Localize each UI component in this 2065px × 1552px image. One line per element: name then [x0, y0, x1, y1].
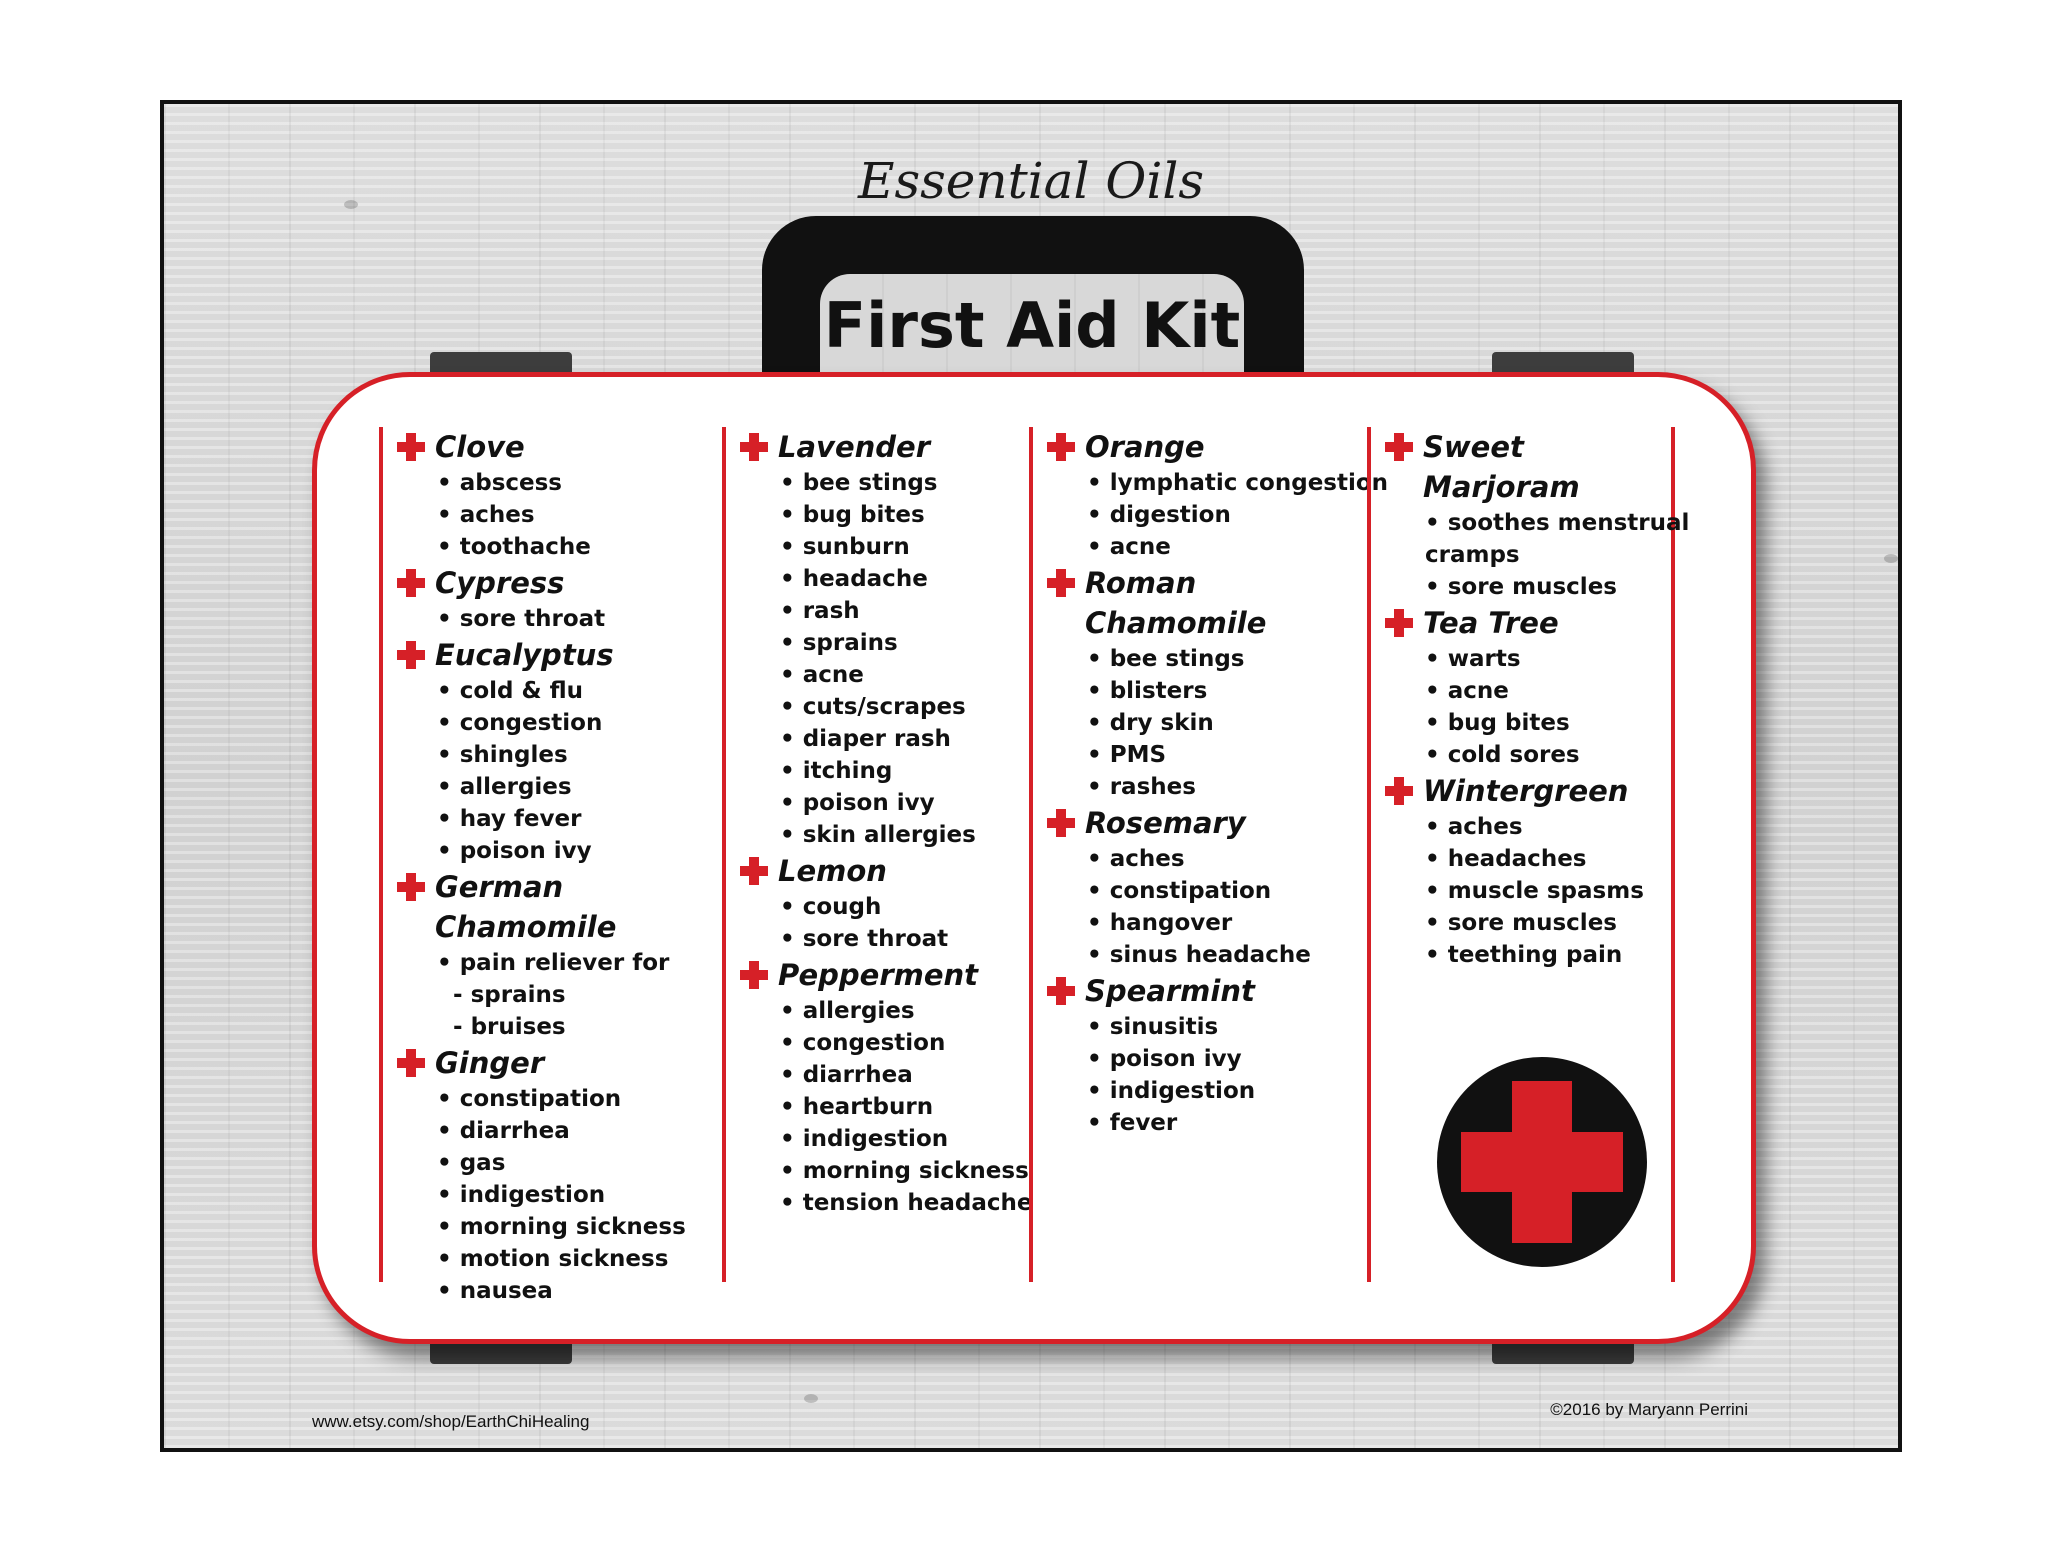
oil-name — [1047, 603, 1353, 643]
oil-entry — [1047, 427, 1389, 563]
oil-use: • aches — [1087, 846, 1185, 872]
shop-url: www.etsy.com/shop/EarthChiHealing — [312, 1412, 590, 1431]
oil-use: • motion sickness — [437, 1246, 669, 1272]
oil-entry — [1047, 563, 1353, 803]
oil-use: • bee stings — [1087, 646, 1245, 672]
oil-name — [740, 851, 1016, 891]
oil-name-text: Spearmint — [1085, 974, 1255, 1008]
oil-use: • sinusitis — [1087, 1014, 1219, 1040]
oil-use: • constipation — [437, 1086, 622, 1112]
oil-use: • sore throat — [437, 606, 606, 632]
oil-use: • pain reliever for — [437, 950, 670, 976]
oil-use: • allergies — [437, 774, 572, 800]
oil-entry — [1385, 771, 1671, 971]
subtitle: Essential Oils — [857, 152, 1205, 210]
oil-use: • congestion — [780, 1030, 946, 1056]
oil-name-text: Roman — [1085, 566, 1197, 600]
oil-use: • sore throat — [780, 926, 949, 952]
oil-name-text: German — [435, 870, 564, 904]
oil-name-text: Tea Tree — [1423, 606, 1559, 640]
oil-use: • digestion — [1087, 502, 1231, 528]
red-cross-icon — [397, 569, 425, 597]
oil-use: cramps — [1425, 542, 1520, 568]
poster-frame — [160, 100, 1902, 1452]
oil-name-text: Orange — [1085, 430, 1205, 464]
oil-use: • poison ivy — [1087, 1046, 1242, 1072]
oil-name — [397, 563, 703, 603]
oil-use: • sinus headache — [1087, 942, 1311, 968]
oil-use: • indigestion — [437, 1182, 606, 1208]
oil-name — [1047, 563, 1353, 603]
oil-name — [1047, 971, 1353, 1011]
oil-use: • warts — [1425, 646, 1521, 672]
oil-name-text: Clove — [435, 430, 525, 464]
oil-name-text: Sweet Marjoram — [1423, 430, 1580, 504]
oil-use: • poison ivy — [780, 790, 935, 816]
oil-use: • congestion — [437, 710, 603, 736]
oil-use: • lymphatic congestion — [1087, 470, 1389, 496]
oil-name-text: Chamomile — [1085, 606, 1267, 640]
oil-use: • soothes menstrual — [1425, 510, 1690, 536]
oil-use: • abscess — [437, 470, 562, 496]
oil-name-text: Chamomile — [435, 910, 617, 944]
oil-use: • sore muscles — [1425, 910, 1617, 936]
oil-name — [740, 427, 1016, 467]
oil-entry — [397, 867, 703, 1043]
oil-use: • aches — [437, 502, 535, 528]
oil-entry — [397, 1043, 703, 1307]
page-title: First Aid Kit — [823, 289, 1241, 362]
oil-name — [1385, 771, 1671, 811]
oil-use: • cold sores — [1425, 742, 1580, 768]
oil-use: • allergies — [780, 998, 915, 1024]
oil-use: • sprains — [780, 630, 898, 656]
oil-use: • rashes — [1087, 774, 1196, 800]
oil-entry — [1385, 427, 1690, 603]
oil-use: • bug bites — [1425, 710, 1570, 736]
oil-use: • fever — [1087, 1110, 1178, 1136]
oil-use: • dry skin — [1087, 710, 1214, 736]
oil-use: • diaper rash — [780, 726, 951, 752]
red-cross-icon — [397, 1049, 425, 1077]
oil-use: • sore muscles — [1425, 574, 1617, 600]
red-cross-icon — [1047, 809, 1075, 837]
oil-use: • muscle spasms — [1425, 878, 1644, 904]
red-cross-icon — [1047, 569, 1075, 597]
oil-use: • gas — [437, 1150, 506, 1176]
oil-name — [397, 867, 703, 907]
red-cross-icon — [1047, 977, 1075, 1005]
copyright: ©2016 by Maryann Perrini — [1550, 1400, 1748, 1419]
oil-use: • indigestion — [780, 1126, 949, 1152]
oil-entry — [1047, 803, 1353, 971]
oil-name-text: Wintergreen — [1423, 774, 1629, 808]
oil-use: • itching — [780, 758, 893, 784]
oil-use: - bruises — [437, 1014, 566, 1040]
oil-entry — [397, 563, 703, 635]
oil-use: • hangover — [1087, 910, 1233, 936]
oil-entry — [1047, 971, 1353, 1139]
oil-use: • bee stings — [780, 470, 938, 496]
oil-use: • indigestion — [1087, 1078, 1256, 1104]
oil-column-3 — [1029, 427, 1389, 1282]
oil-name-text: Eucalyptus — [435, 638, 614, 672]
oil-use: • diarrhea — [780, 1062, 913, 1088]
oil-use: • hay fever — [437, 806, 582, 832]
oil-column-1 — [379, 427, 703, 1304]
oil-name-text: Cypress — [435, 566, 565, 600]
oil-use: • rash — [780, 598, 860, 624]
oil-use: • diarrhea — [437, 1118, 570, 1144]
oil-name-text: Rosemary — [1085, 806, 1246, 840]
red-cross-icon — [740, 857, 768, 885]
red-cross-badge-icon — [1437, 1057, 1647, 1267]
oil-entry — [740, 851, 1016, 955]
oil-use: • shingles — [437, 742, 568, 768]
oil-use: • heartburn — [780, 1094, 934, 1120]
red-cross-icon — [740, 433, 768, 461]
oil-name-text: Lemon — [778, 854, 887, 888]
oil-use: • acne — [1087, 534, 1171, 560]
first-aid-case — [312, 372, 1756, 1344]
red-cross-icon — [1385, 777, 1413, 805]
oil-use: • bug bites — [780, 502, 925, 528]
oil-use: • morning sickness — [437, 1214, 686, 1240]
oil-entry — [740, 427, 1016, 851]
oil-name-text: Ginger — [435, 1046, 545, 1080]
wood-knot — [804, 1394, 818, 1403]
oil-use: • headaches — [1425, 846, 1587, 872]
oil-use: • tension headache — [780, 1190, 1033, 1216]
red-cross-icon — [1047, 433, 1075, 461]
red-cross-icon — [397, 641, 425, 669]
oil-use: • skin allergies — [780, 822, 976, 848]
oil-entry — [1385, 603, 1671, 771]
oil-use: • headache — [780, 566, 928, 592]
red-cross-icon — [397, 433, 425, 461]
red-cross-icon — [740, 961, 768, 989]
oil-entry — [397, 635, 703, 867]
oil-use: • sunburn — [780, 534, 910, 560]
oil-column-2 — [722, 427, 1033, 1282]
oil-use: • toothache — [437, 534, 591, 560]
oil-use: • blisters — [1087, 678, 1208, 704]
oil-name — [397, 635, 703, 675]
oil-use: • acne — [1425, 678, 1509, 704]
red-cross-icon — [1385, 433, 1413, 461]
oil-use: • morning sickness — [780, 1158, 1029, 1184]
oil-use: • cold & flu — [437, 678, 583, 704]
oil-name — [397, 907, 703, 947]
red-cross-icon — [397, 873, 425, 901]
oil-use: • teething pain — [1425, 942, 1623, 968]
red-cross-icon — [1385, 609, 1413, 637]
oil-name — [740, 955, 1016, 995]
oil-use: • PMS — [1087, 742, 1167, 768]
oil-use: • constipation — [1087, 878, 1272, 904]
oil-name-text: Pepperment — [778, 958, 979, 992]
oil-name — [1047, 803, 1353, 843]
oil-use: • cuts/scrapes — [780, 694, 966, 720]
oil-use: • cough — [780, 894, 882, 920]
oil-name-text: Lavender — [778, 430, 930, 464]
wood-knot — [1884, 554, 1898, 563]
oil-entry — [740, 955, 1033, 1219]
oil-name — [397, 1043, 703, 1083]
oil-use: • aches — [1425, 814, 1523, 840]
oil-use: • acne — [780, 662, 864, 688]
oil-entry — [397, 427, 703, 563]
oil-name — [1047, 427, 1353, 467]
oil-name — [397, 427, 703, 467]
oil-name — [1385, 427, 1671, 507]
oil-use: - sprains — [437, 982, 566, 1008]
oil-use: • nausea — [437, 1278, 553, 1304]
oil-use: • poison ivy — [437, 838, 592, 864]
oil-name — [1385, 603, 1671, 643]
